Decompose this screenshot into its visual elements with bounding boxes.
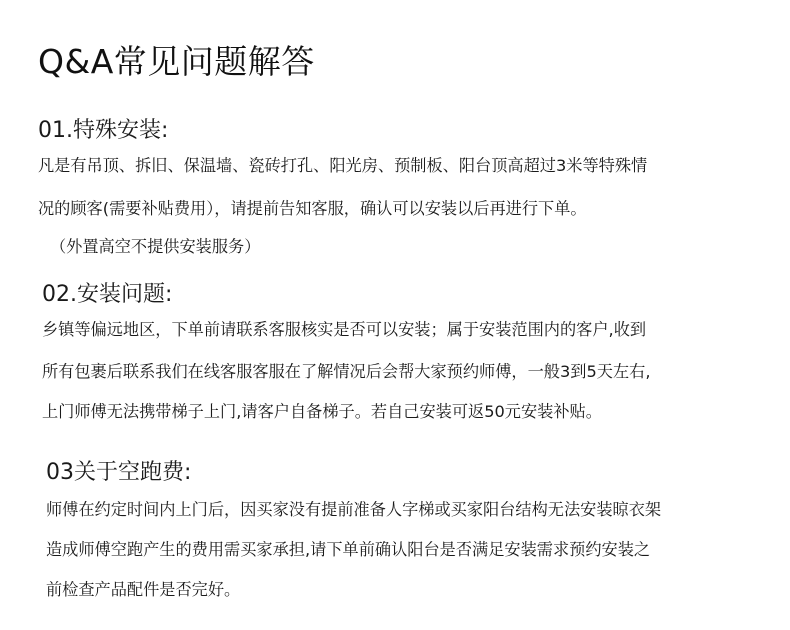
page-title: Q&A常见问题解答 — [38, 42, 315, 81]
section-text-line: 乡镇等偏远地区，下单前请联系客服核实是否可以安装；属于安装范围内的客户,收到 — [42, 320, 647, 339]
section-text-line: 所有包裹后联系我们在线客服客服在了解情况后会帮大家预约师傅，一般3到5天左右, — [42, 362, 651, 381]
section-text-line: 前检查产品配件是否完好。 — [46, 580, 241, 599]
section-text-line: （外置高空不提供安装服务） — [50, 237, 261, 256]
section-text-line: 凡是有吊顶、拆旧、保温墙、瓷砖打孔、阳光房、预制板、阳台顶高超过3米等特殊情 — [38, 156, 648, 175]
section-text-line: 造成师傅空跑产生的费用需买家承担,请下单前确认阳台是否满足安装需求预约安装之 — [46, 540, 651, 559]
section-heading: 01.特殊安装: — [38, 118, 169, 143]
section-text-line: 师傅在约定时间内上门后，因买家没有提前准备人字梯或买家阳台结构无法安装晾衣架 — [46, 500, 662, 519]
section-text-line: 上门师傅无法携带梯子上门,请客户自备梯子。若自己安装可返50元安装补贴。 — [42, 402, 602, 421]
section-heading: 03关于空跑费: — [46, 460, 192, 485]
section-heading: 02.安装问题: — [42, 282, 173, 307]
section-text-line: 况的顾客(需要补贴费用），请提前告知客服，确认可以安装以后再进行下单。 — [38, 199, 587, 218]
